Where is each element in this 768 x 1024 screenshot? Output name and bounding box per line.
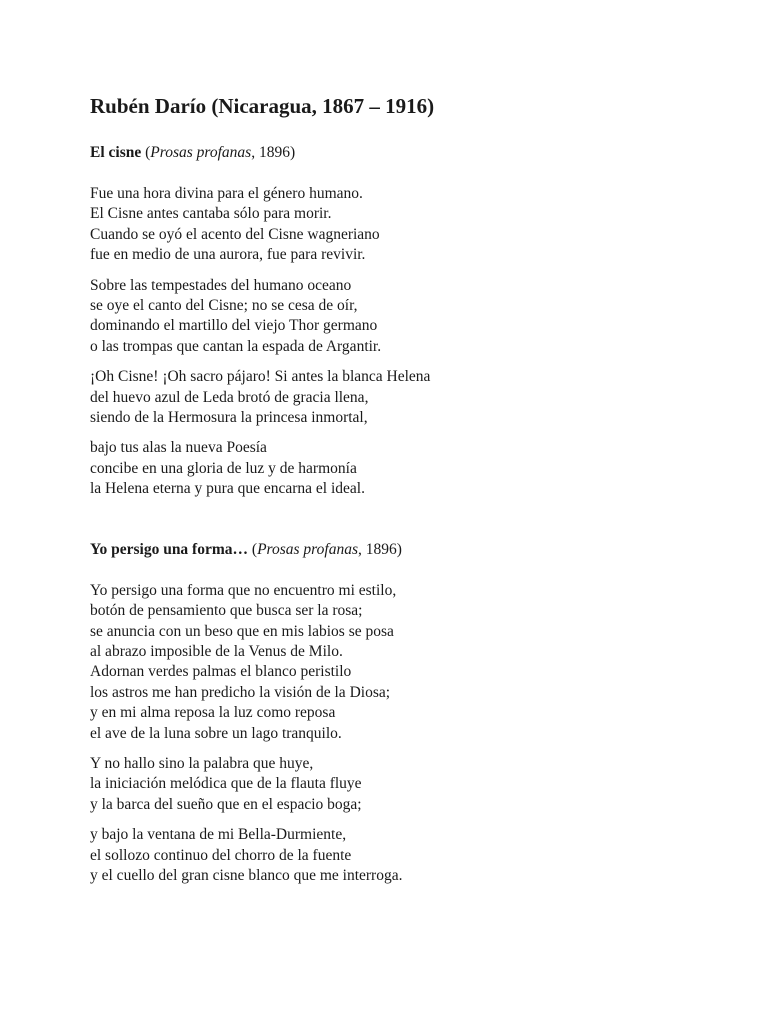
poem-title: El cisne [90,144,142,161]
poem-heading-el-cisne [90,143,730,163]
stanza [90,276,730,358]
poem-line: El Cisne antes cantaba sólo para morir. [90,205,332,223]
poem-line: se anuncia con un beso que en mis labios se posa [90,622,394,640]
poem-line: la Helena eterna y pura que encarna el ideal. [90,480,365,498]
stanza [90,825,730,886]
poem-line: concibe en una gloria de luz y de harmonía [90,459,357,477]
poem-line: y bajo la ventana de mi Bella-Durmiente, [90,826,347,844]
poem-line: Sobre las tempestades del humano oceano [90,276,352,294]
poem-line: los astros me han predicho la visión de la Diosa; [90,683,391,701]
poem-paren-open: ( [248,540,258,558]
poem-line: al abrazo imposible de la Venus de Milo. [90,642,343,660]
poem-line: Fue una hora divina para el género humano. [90,185,363,202]
poem-line: el sollozo continuo del chorro de la fuente [90,846,352,864]
poem-line: ¡Oh Cisne! ¡Oh sacro pájaro! Si antes la blanca Helena [90,368,431,386]
stanza [90,438,730,499]
stanza [90,581,730,744]
poem-line: botón de pensamiento que busca ser la rosa; [90,602,363,620]
poem-line: del huevo azul de Leda brotó de gracia llena, [90,388,369,406]
poem-line: y la barca del sueño que en el espacio boga; [90,795,362,813]
poem-line: bajo tus alas la nueva Poesía [90,439,267,457]
poem-line: Adornan verdes palmas el blanco peristilo [90,663,352,681]
poem-line: se oye el canto del Cisne; no se cesa de oír, [90,297,358,315]
poem-line: dominando el martillo del viejo Thor germano [90,317,378,335]
poem-year: , 1896) [251,144,296,161]
poem-paren-open: ( [141,144,151,161]
stanza [90,184,730,266]
poem-line: la iniciación melódica que de la flauta fluye [90,775,362,793]
poem-line: Yo persigo una forma que no encuentro mi estilo, [90,581,397,599]
poem-book: Prosas profanas [150,144,252,161]
poem-line: Y no hallo sino la palabra que huye, [90,754,314,772]
poem-year: , 1896) [357,540,402,558]
stanza [90,754,730,815]
poem-line: y el cuello del gran cisne blanco que me interroga. [90,866,403,884]
document-page [90,92,730,886]
poem-line: Cuando se oyó el acento del Cisne wagneriano [90,225,380,243]
poem-line: y en mi alma reposa la luz como reposa [90,704,336,722]
poem-book: Prosas profanas [257,540,358,558]
poem-line: el ave de la luna sobre un lago tranquilo. [90,724,342,742]
stanza [90,367,730,428]
poem-line: fue en medio de una aurora, fue para revivir. [90,246,366,264]
page-title: Rubén Darío (Nicaragua, 1867 – 1916) [90,94,435,118]
poem-heading-yo-persigo [90,540,730,560]
poem-line: o las trompas que cantan la espada de Argantir. [90,337,382,355]
poem-line: siendo de la Hermosura la princesa inmortal, [90,409,368,427]
poem-title: Yo persigo una forma… [90,540,249,558]
